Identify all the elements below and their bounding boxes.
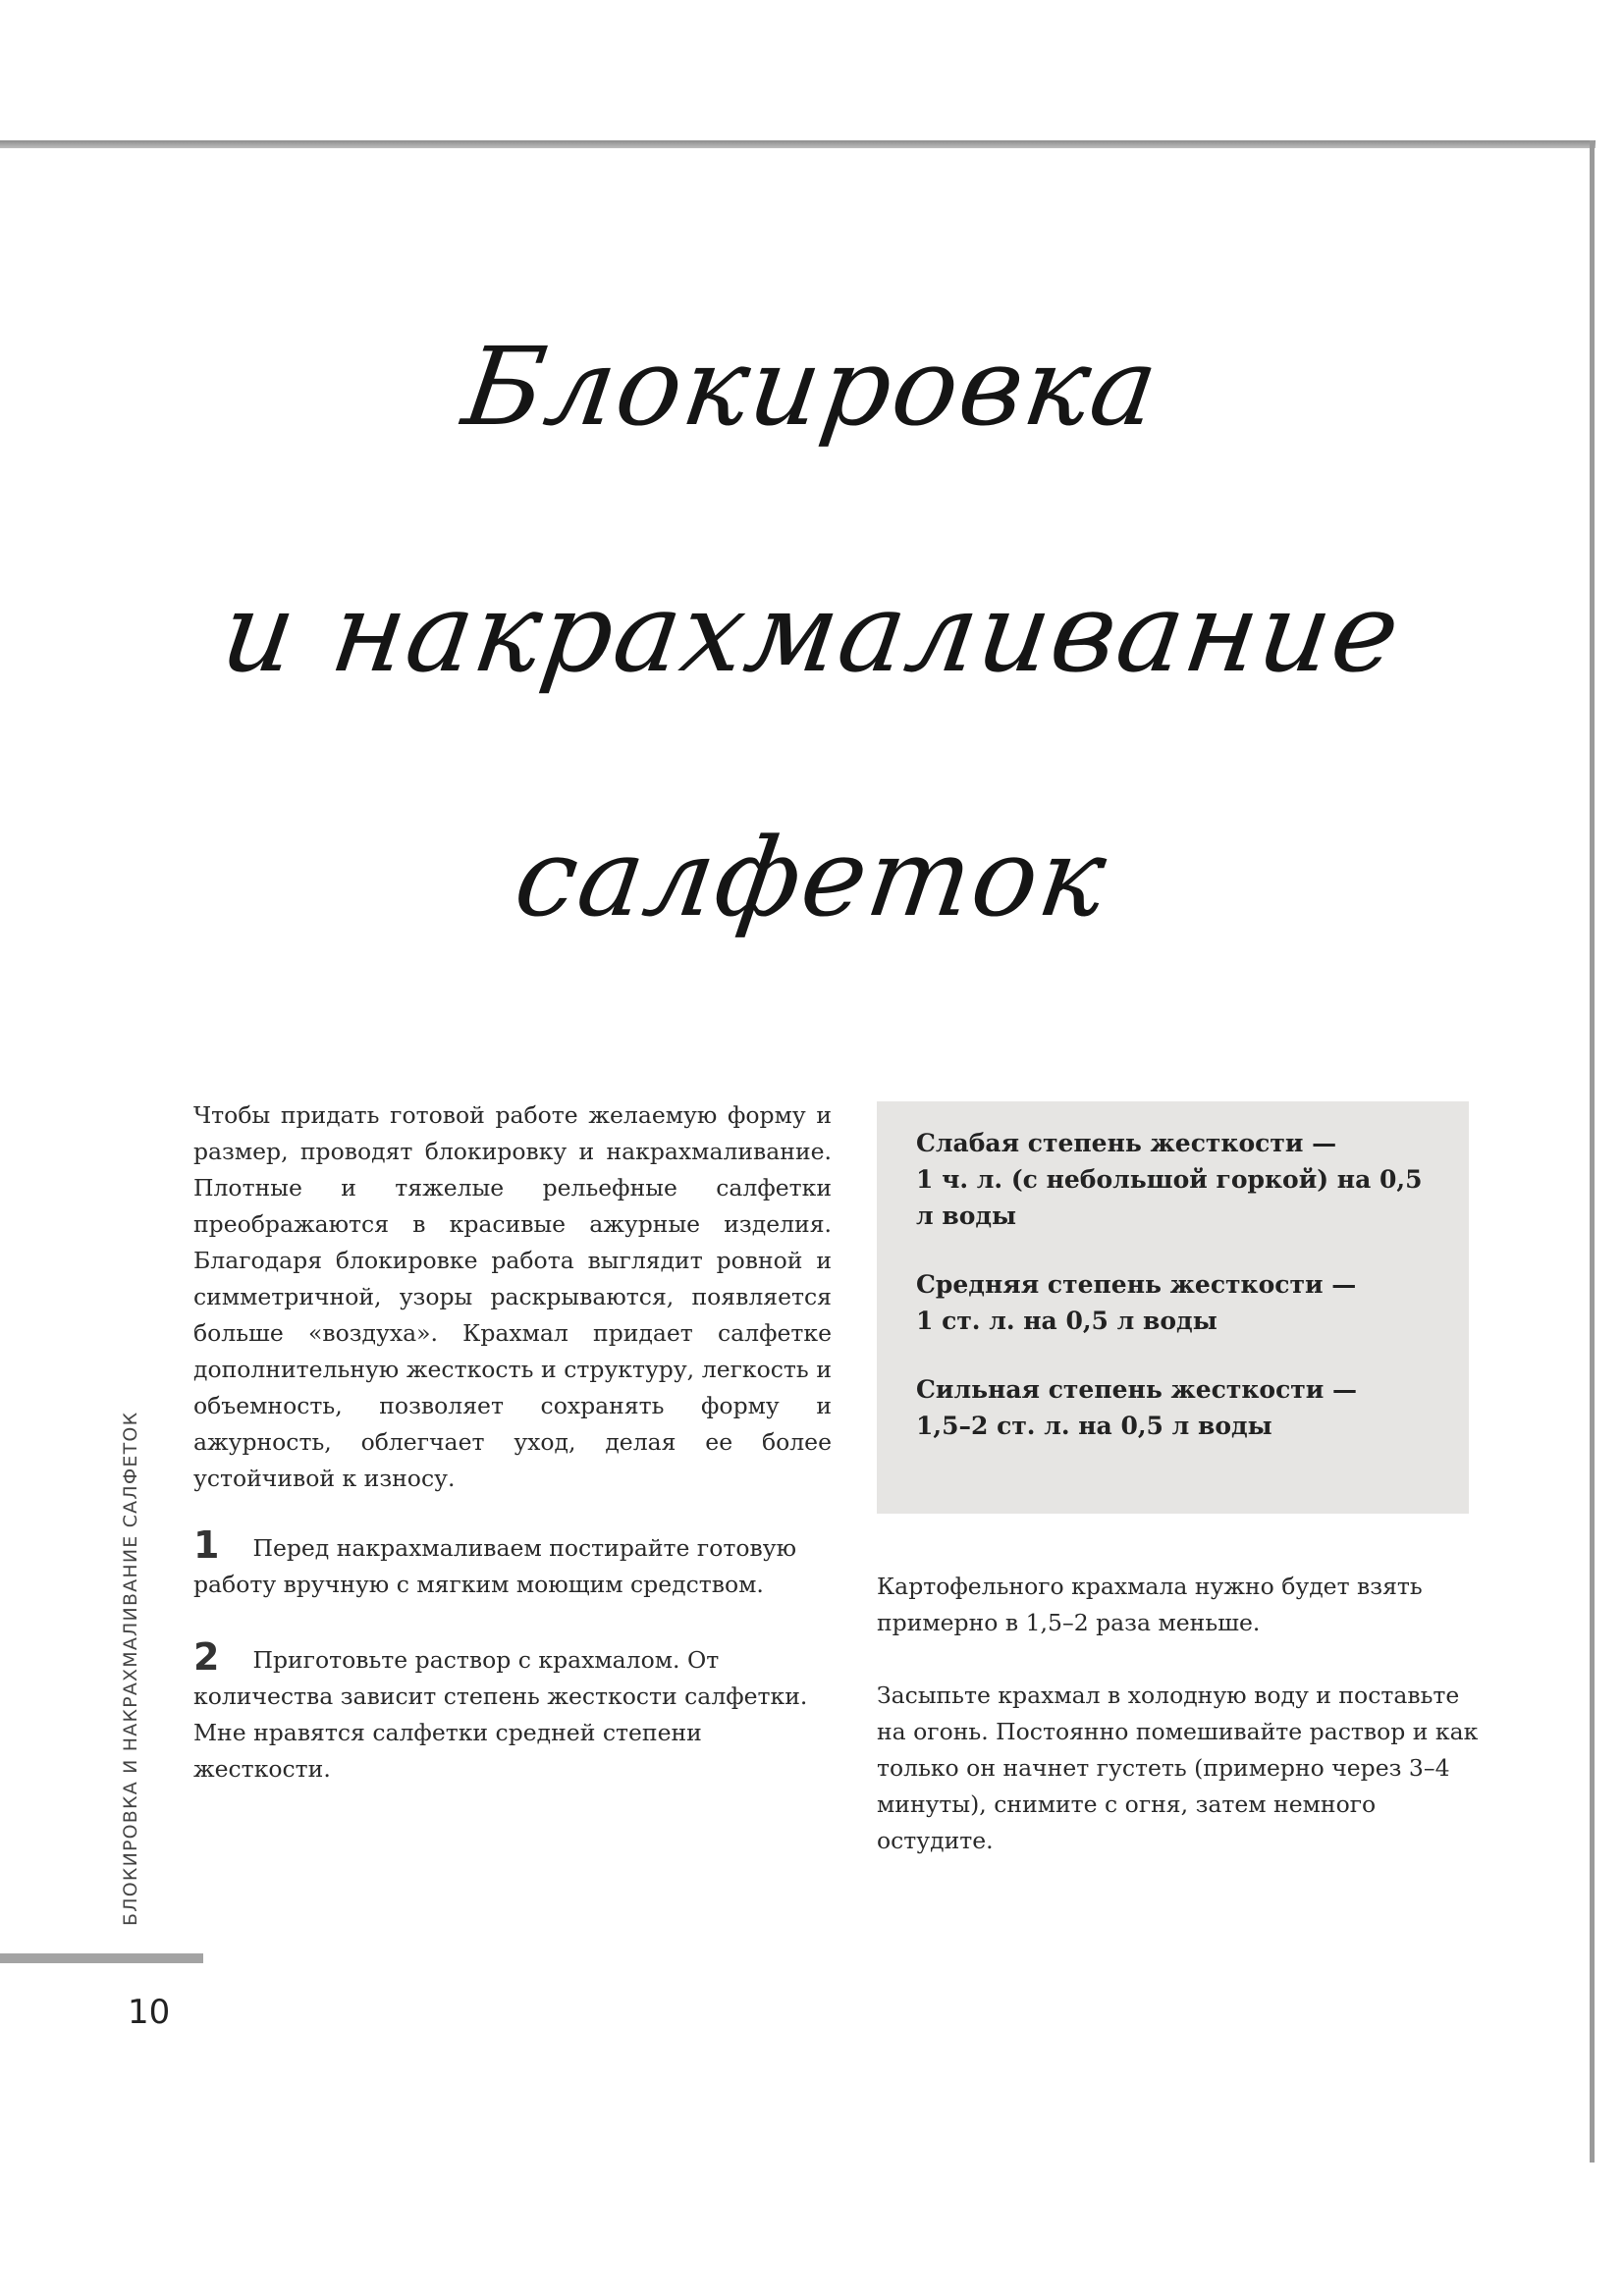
title-line-3: салфеток xyxy=(508,815,1115,940)
page-number: 10 xyxy=(128,1993,171,2032)
info-item-detail: 1 ст. л. на 0,5 л воды xyxy=(916,1307,1217,1335)
step-number: 1 xyxy=(193,1523,220,1567)
info-item-detail: 1,5–2 ст. л. на 0,5 л воды xyxy=(916,1412,1272,1440)
step-1 xyxy=(193,1523,841,1603)
step-text: Перед накрахмаливаем постирайте готовую работу вручную с мягким моющим средством. xyxy=(193,1534,797,1598)
title-line-2: и накрахмаливание xyxy=(214,569,1409,697)
stiffness-infobox xyxy=(877,1101,1469,1514)
info-item-title: Средняя степень жесткости — xyxy=(916,1270,1357,1299)
chapter-side-label: БЛОКИРОВКА И НАКРАХМАЛИВАНИЕ САЛФЕТОК xyxy=(120,1411,141,1926)
info-item-medium xyxy=(916,1266,1434,1339)
footer-bar xyxy=(0,1953,203,1963)
potato-starch-note: Картофельного крахмала нужно будет взять примерно в 1,5–2 раза меньше. xyxy=(877,1573,1423,1636)
step-number: 2 xyxy=(193,1635,220,1679)
cooking-instructions: Засыпьте крахмал в холодную воду и поставьте на огонь. Постоянно помешивайте раствор и как только он начнет густеть (примерно через 3–4 минуты), снимите с огня, затем немного остудите. xyxy=(877,1682,1479,1854)
top-rule xyxy=(0,140,1596,148)
step-2 xyxy=(193,1635,841,1788)
info-item-title: Сильная степень жесткости — xyxy=(916,1375,1358,1404)
info-item-detail: 1 ч. л. (с небольшой горкой) на 0,5 л воды xyxy=(916,1165,1423,1230)
info-item-title: Слабая степень жесткости — xyxy=(916,1129,1337,1157)
title-line-1: Блокировка xyxy=(456,324,1167,450)
step-text: Приготовьте раствор с крахмалом. От количества зависит степень жесткости салфетки. Мне нравятся салфетки средней степени жесткости. xyxy=(193,1646,808,1783)
info-item-strong xyxy=(916,1371,1434,1444)
info-item-weak xyxy=(916,1125,1434,1234)
intro-paragraph: Чтобы придать готовой работе желаемую форму и размер, проводят блокировку и накрахмаливание. Плотные и тяжелые рельефные салфетки преображаются в красивые ажурные изделия. Благодаря блокировке работа выглядит ровной и симметричной, узоры раскрываются, появляется больше «воздуха». Крахмал придает салфетке дополнительную жесткость и структуру, легкость и объемность, позволяет сохранять форму и ажурность, облегчает уход, делая ее более устойчивой к износу. xyxy=(193,1101,832,1492)
